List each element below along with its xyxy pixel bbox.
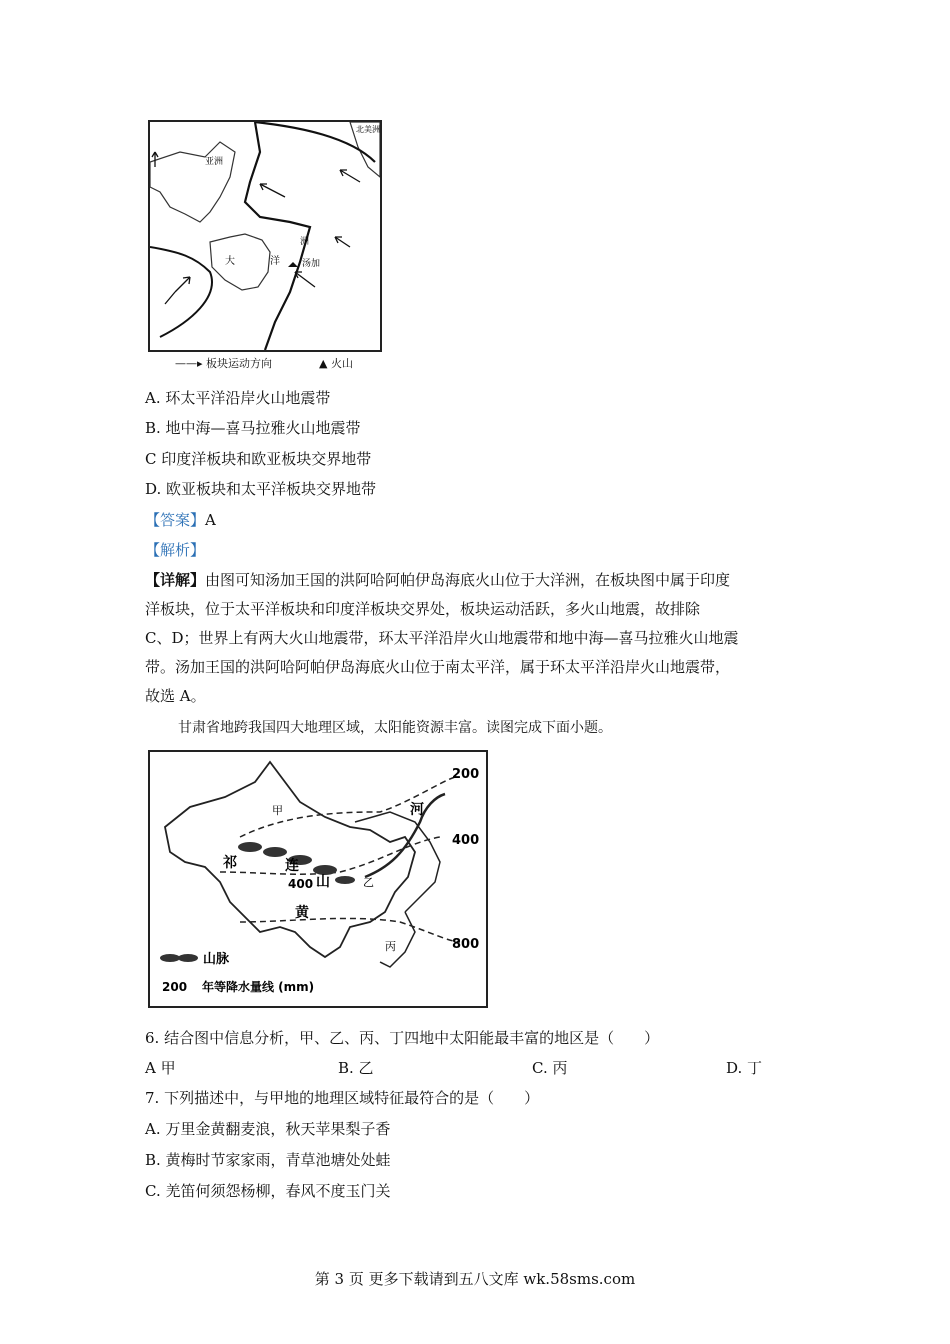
asia-outline (150, 142, 235, 222)
legend-plate-motion: 板块运动方向 (206, 357, 273, 370)
plate-map (150, 122, 380, 350)
q5-option-d: D. 欧亚板块和太平洋板块交界地带 (145, 480, 377, 498)
q5-option-a: A. 环太平洋沿岸火山地震带 (145, 389, 331, 407)
yellow-river (365, 794, 445, 877)
australia-outline (210, 234, 270, 290)
east-boundary (355, 812, 440, 912)
page-footer: 第 3 页 更多下载请到五八文库 wk.58sms.com (314, 1270, 636, 1288)
arrow-legend-icon: ——▸ (175, 357, 207, 370)
gansu-map (150, 752, 486, 1006)
q5-option-c: C 印度洋板块和欧亚板块交界地带 (145, 450, 372, 468)
label-jia: 甲 (272, 804, 283, 817)
label-v800: 800 (452, 937, 480, 952)
q6-options (145, 1058, 785, 1078)
indian-boundary (150, 247, 212, 337)
detail-line-1 (145, 570, 730, 590)
label-v400a: 400 (452, 833, 480, 848)
q7-option-b: B. 黄梅时节家家雨，青草池塘处处蛙 (145, 1151, 391, 1169)
legend-isoline-text: 年等降水量线 (mm) (202, 980, 315, 994)
answer-line (145, 510, 216, 530)
detail-text-1: 由图可知汤加王国的洪阿哈阿帕伊岛海底火山位于大洋洲，在板块图中属于印度 (205, 571, 731, 589)
label-north-america: 北美洲 (356, 125, 380, 134)
detail-line-3: C、D；世界上有两大火山地震带，环太平洋沿岸火山地震带和地中海—喜马拉雅火山地震 (145, 629, 739, 647)
legend-volcano: 火山 (331, 357, 353, 370)
detail-line-4: 带。汤加王国的洪阿哈阿帕伊岛海底火山位于南太平洋，属于环太平洋沿岸火山地震带， (145, 658, 731, 676)
label-yang: 洋 (270, 256, 280, 267)
gansu-map-figure (148, 750, 488, 1008)
q7-option-a: A. 万里金黄翻麦浪，秋天苹果梨子香 (145, 1120, 391, 1138)
label-v200: 200 (452, 767, 480, 782)
legend-isoline-value: 200 (162, 980, 188, 994)
q7-stem: 7. 下列描述中，与甲地的地理区域特征最符合的是（ ） (145, 1089, 540, 1107)
plate-motion-arrows (152, 152, 360, 304)
figure1-legend (175, 354, 353, 374)
isoline-800 (240, 918, 460, 942)
label-shan: 山 (316, 874, 330, 890)
plate-boundary (245, 122, 310, 350)
intro-text: 甘肃省地跨我国四大地理区域，太阳能资源丰富。读图完成下面小题。 (178, 720, 612, 736)
label-qi: 祁 (223, 855, 237, 871)
label-yi: 乙 (363, 876, 374, 889)
label-zhou: 洲 (300, 237, 310, 247)
answer-value: A (205, 511, 216, 529)
q6-option-c: C. 丙 (532, 1059, 568, 1077)
label-lian: 连 (285, 858, 299, 874)
tonga-volcano-icon (288, 262, 298, 267)
q7-option-c: C. 羌笛何须怨杨柳，春风不度玉门关 (145, 1182, 391, 1200)
answer-label: 【答案】 (145, 511, 206, 529)
q6-option-a: A 甲 (145, 1059, 176, 1077)
analysis-label: 【解析】 (145, 541, 206, 559)
legend-mountain: 山脉 (203, 952, 230, 967)
legend-mountain-icon (160, 954, 198, 962)
detail-label: 【详解】 (145, 571, 206, 589)
q5-option-b: B. 地中海—喜马拉雅火山地震带 (145, 419, 361, 437)
q6-stem: 6. 结合图中信息分析，甲、乙、丙、丁四地中太阳能最丰富的地区是（ ） (145, 1029, 660, 1047)
detail-line-5: 故选 A。 (145, 687, 206, 705)
label-bing: 丙 (385, 940, 396, 953)
label-he: 河 (410, 802, 424, 818)
label-tonga: 汤加 (302, 259, 321, 269)
q6-option-d: D. 丁 (726, 1059, 763, 1077)
volcano-legend-icon: ▲ (319, 357, 331, 370)
label-v400b: 400 (288, 877, 314, 891)
plate-map-figure (148, 120, 382, 352)
label-da: 大 (225, 256, 235, 267)
label-huang: 黄 (295, 905, 309, 921)
q6-option-b: B. 乙 (338, 1059, 374, 1077)
detail-line-2: 洋板块，位于太平洋板块和印度洋板块交界处，板块运动活跃，多火山地震，故排除 (145, 600, 701, 618)
label-asia: 亚洲 (205, 157, 224, 167)
